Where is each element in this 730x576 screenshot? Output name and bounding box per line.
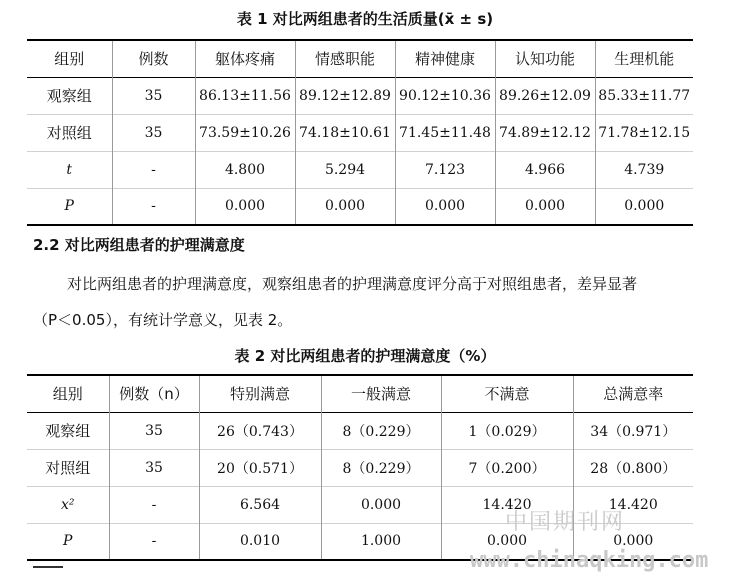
table-cell: 1.000 [321,523,441,560]
table-cell: 35 [109,412,199,449]
table-cell: 71.45±11.48 [395,114,495,151]
table-cell: 观察组 [46,87,92,105]
table1-header-physical: 生理机能 [595,40,693,77]
table-cell: 28（0.800） [573,449,693,486]
table-cell: 8（0.229） [321,449,441,486]
table-cell: 35 [112,114,195,151]
truncated-text-stub [33,566,63,576]
table-cell: 1（0.029） [441,412,573,449]
table1-header-count: 例数 [112,40,195,77]
table-cell: P [64,198,74,215]
table1-caption: 表 1 对比两组患者的生活质量(x̄ ± s) [236,10,494,28]
table2-header-row [27,375,693,412]
table2-header-total-rate: 总满意率 [573,375,693,412]
watermark-url: www.chinaqking.com [470,548,709,573]
table-cell: 0.000 [321,486,441,523]
table-cell: 0.000 [295,188,395,225]
table-cell: 0.000 [441,523,573,560]
table-cell: 0.000 [495,188,595,225]
table-cell: x² [60,496,75,513]
watermark-cn: 中国期刊网 [505,510,626,535]
table-cell: 7（0.200） [441,449,573,486]
table-cell: - [112,188,195,225]
table-cell: 73.59±10.26 [195,114,295,151]
table-cell: - [112,151,195,188]
table-cell: 35 [109,449,199,486]
table1-header-group: 组别 [54,50,85,69]
table2-header-unsatisfied: 不满意 [441,375,573,412]
table1-header-cognitive: 认知功能 [495,40,595,77]
table-row [27,77,693,114]
table-cell: 6.564 [199,486,321,523]
table-row [27,151,693,188]
table-cell: 8（0.229） [321,412,441,449]
table-cell: 34（0.971） [573,412,693,449]
table-cell: 74.18±10.61 [295,114,395,151]
table-cell: 89.12±12.89 [295,77,395,114]
table-cell: 14.420 [441,486,573,523]
paragraph-line: （P＜0.05），有统计学意义，见表 2。 [33,311,293,329]
table-cell: 0.000 [595,188,693,225]
table-cell: 4.966 [495,151,595,188]
table-cell: 74.89±12.12 [495,114,595,151]
table-cell: P [63,533,73,550]
table-cell: 26（0.743） [199,412,321,449]
table1 [27,39,693,226]
table-cell: t [66,161,73,178]
table-cell: 4.800 [195,151,295,188]
table2-header-count: 例数（n） [109,375,199,412]
table-cell: 35 [112,77,195,114]
table-cell: 0.000 [395,188,495,225]
table-cell: 20（0.571） [199,449,321,486]
table1-header-emotional-role: 情感职能 [295,40,395,77]
table-cell: 7.123 [395,151,495,188]
table-cell: 90.12±10.36 [395,77,495,114]
table2-header-group: 组别 [52,385,83,404]
table-cell: 89.26±12.09 [495,77,595,114]
table1-header-row [27,40,693,77]
table-cell: 0.010 [199,523,321,560]
table-row [27,449,693,486]
table-cell: 0.000 [573,523,693,560]
table-cell: 71.78±12.15 [595,114,693,151]
table-cell: 86.13±11.56 [195,77,295,114]
table2-caption: 表 2 对比两组患者的护理满意度（%） [234,347,496,365]
paragraph-line: 对比两组患者的护理满意度，观察组患者的护理满意度评分高于对照组患者，差异显著 [67,275,638,293]
table-cell: 对照组 [45,459,91,477]
table1-header-mental-health: 精神健康 [395,40,495,77]
table-row [27,114,693,151]
table2-header-satisfied: 一般满意 [321,375,441,412]
table2-header-very-satisfied: 特别满意 [199,375,321,412]
table-cell: 观察组 [45,422,91,440]
table-cell: 14.420 [573,486,693,523]
table-row [27,188,693,225]
section-heading: 2.2 对比两组患者的护理满意度 [33,236,245,254]
table-cell: - [109,486,199,523]
table-cell: 4.739 [595,151,693,188]
table-cell: 对照组 [46,124,92,142]
table-cell: 0.000 [195,188,295,225]
table-cell: 5.294 [295,151,395,188]
table-row [27,412,693,449]
table-cell: 85.33±11.77 [595,77,693,114]
table-cell: - [109,523,199,560]
table1-header-bodily-pain: 躯体疼痛 [195,40,295,77]
